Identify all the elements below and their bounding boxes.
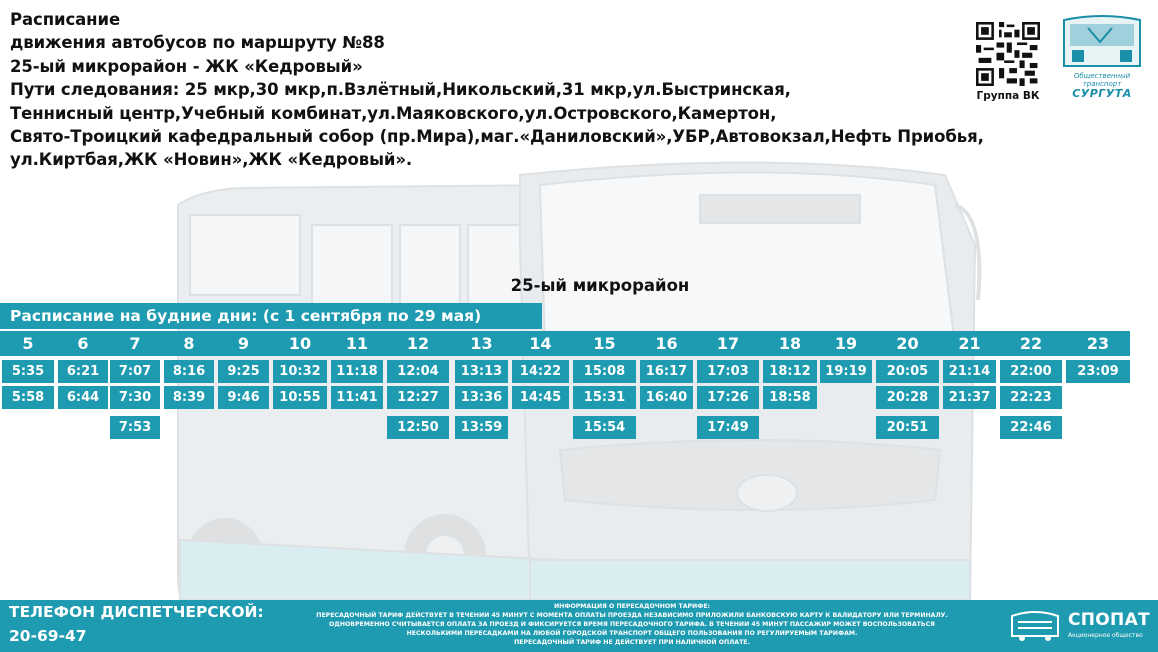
hour-header-11: 11 [345,334,369,353]
hour-header-6: 6 [77,334,89,353]
departure-time: 13:59 [455,416,508,439]
departure-time: 20:28 [876,386,939,409]
logo-text-line-1: Общественный [1073,72,1131,80]
brand-name: СПОПАТ [1068,610,1150,630]
departure-time: 8:39 [164,386,214,409]
departure-time: 14:22 [512,360,569,383]
hour-header-5: 5 [22,334,34,353]
hour-header-17: 17 [716,334,740,353]
departure-time: 18:12 [763,360,817,383]
hour-header-13: 13 [470,334,493,353]
departure-time: 10:55 [273,386,327,409]
transport-logo [1058,14,1146,100]
departure-time: 8:16 [164,360,214,383]
departure-time: 19:19 [820,360,872,383]
route-header [10,8,984,172]
hour-header-22: 22 [1019,334,1043,353]
departure-time: 21:14 [943,360,996,383]
departure-time: 22:23 [1000,386,1062,409]
departure-time: 15:08 [573,360,636,383]
info-line: ИНФОРМАЦИЯ О ПЕРЕСАДОЧНОМ ТАРИФЕ: [553,603,711,610]
dispatcher-phone-label: ТЕЛЕФОН ДИСПЕТЧЕРСКОЙ: [9,603,264,621]
header-title: Расписание [10,10,121,29]
brand-subtitle: Акционерное общество [1068,632,1143,639]
departure-time: 17:49 [697,416,759,439]
departure-time: 17:03 [697,360,759,383]
departure-time: 22:46 [1000,416,1062,439]
departure-time: 9:46 [218,386,269,409]
schedule-label: Расписание на будние дни: (с 1 сентября по 29 мая) [0,303,542,329]
header-route-endpoints: 25-ый микрорайон - ЖК «Кедровый» [10,56,363,76]
hours-bar [0,331,1130,356]
hour-header-18: 18 [778,334,802,353]
hour-header-16: 16 [655,334,678,353]
brand-logo [1008,608,1153,646]
bus-logo-icon [1058,14,1146,72]
hour-header-12: 12 [406,334,430,353]
hour-header-19: 19 [834,334,858,353]
departure-time: 6:21 [58,360,108,383]
departure-time: 20:05 [876,360,939,383]
hour-header-7: 7 [129,334,141,353]
qr-block[interactable] [972,22,1044,102]
info-line: ПЕРЕСАДОЧНЫЙ ТАРИФ ДЕЙСТВУЕТ В ТЕЧЕНИИ 45 МИНУТ С МОМЕНТА ОПЛАТЫ ПРОЕЗДА НЕЗАВИСИМО ПРИЛОЖИЛИ БАНКОВСКУЮ КАРТУ К ВАЛИДАТОРУ ИЛИ ТЕРМИНАЛУ. [316,612,948,619]
departure-time: 6:44 [58,386,108,409]
logo-text-line-2: транспорт [1082,80,1122,88]
dispatcher-phone-number[interactable]: 20-69-47 [9,627,87,645]
departure-time: 18:58 [763,386,817,409]
header-route-path-line-3: Свято-Троицкий кафедральный собор (пр.Мира),маг.«Даниловский»,УБР,Автовокзал,Нефть Приобья, [10,127,984,147]
info-line: НЕСКОЛЬКИМИ ПЕРЕСАДКАМИ НА ЛЮБОЙ ГОРОДСКОЙ ТРАНСПОРТ ОБЩЕГО ПОЛЬЗОВАНИЯ ПО РЕГУЛИРУЕМЫМ ТАРИФАМ. [406,630,858,637]
header-route-path-line-2: Теннисный центр,Учебный комбинат,ул.Маяковского,ул.Островского,Камертон, [10,103,777,123]
info-line: ПЕРЕСАДОЧНЫЙ ТАРИФ НЕ ДЕЙСТВУЕТ ПРИ НАЛИЧНОЙ ОПЛАТЕ. [514,639,750,646]
departure-time: 21:37 [943,386,996,409]
departure-time: 20:51 [876,416,939,439]
qr-caption: Группа ВК [976,90,1040,102]
transfer-tariff-info [282,602,982,647]
departure-time: 11:18 [331,360,383,383]
departure-time: 23:09 [1066,360,1130,383]
bus-brand-icon [1008,608,1062,644]
departure-time: 11:41 [331,386,383,409]
info-line: ОДНОВРЕМЕННО СЧИТЫВАЕТСЯ ОПЛАТА ЗА ПРОЕЗД И ФИКСИРУЕТСЯ ВРЕМЯ ПЕРЕСАДОЧНОГО ТАРИФА. В ТЕЧЕНИИ 45 МИНУТ ПАССАЖИР МОЖЕТ ВОСПОЛЬЗОВАТЬСЯ [329,621,935,628]
hour-header-23: 23 [1086,334,1110,353]
footer [0,600,1158,652]
departure-time: 10:32 [273,360,327,383]
departure-time: 13:36 [455,386,508,409]
departure-time: 5:35 [2,360,54,383]
stop-title: 25-ый микрорайон [510,276,690,295]
departure-time: 13:13 [455,360,508,383]
hour-header-14: 14 [529,334,552,353]
departure-time: 14:45 [512,386,569,409]
hour-header-8: 8 [183,334,195,353]
departure-time: 7:30 [110,386,160,409]
departure-time: 16:40 [640,386,693,409]
departure-time: 5:58 [2,386,54,409]
departure-time: 12:04 [387,360,449,383]
departure-time: 7:07 [110,360,160,383]
departure-time: 9:25 [218,360,269,383]
qr-code-icon[interactable] [976,22,1040,86]
logo-text-line-3: СУРГУТА [1072,87,1132,100]
header-route-path-line-1: Пути следования: 25 мкр,30 мкр,п.Взлётный,Никольский,31 мкр,ул.Быстринская, [10,80,791,100]
header-route-description: движения автобусов по маршруту №88 [10,33,385,53]
departure-time: 17:26 [697,386,759,409]
header-route-path-line-4: ул.Киртбая,ЖК «Новин»,ЖК «Кедровый». [10,150,413,170]
departure-time: 7:53 [110,416,160,439]
departure-time: 15:54 [573,416,636,439]
departure-time: 12:27 [387,386,449,409]
hour-header-21: 21 [958,334,981,353]
hour-header-20: 20 [896,334,919,353]
departure-time: 15:31 [573,386,636,409]
departure-time: 16:17 [640,360,693,383]
hour-header-10: 10 [288,334,312,353]
departure-time: 22:00 [1000,360,1062,383]
hour-header-9: 9 [237,334,250,353]
departure-time: 12:50 [387,416,449,439]
hour-header-15: 15 [593,334,616,353]
